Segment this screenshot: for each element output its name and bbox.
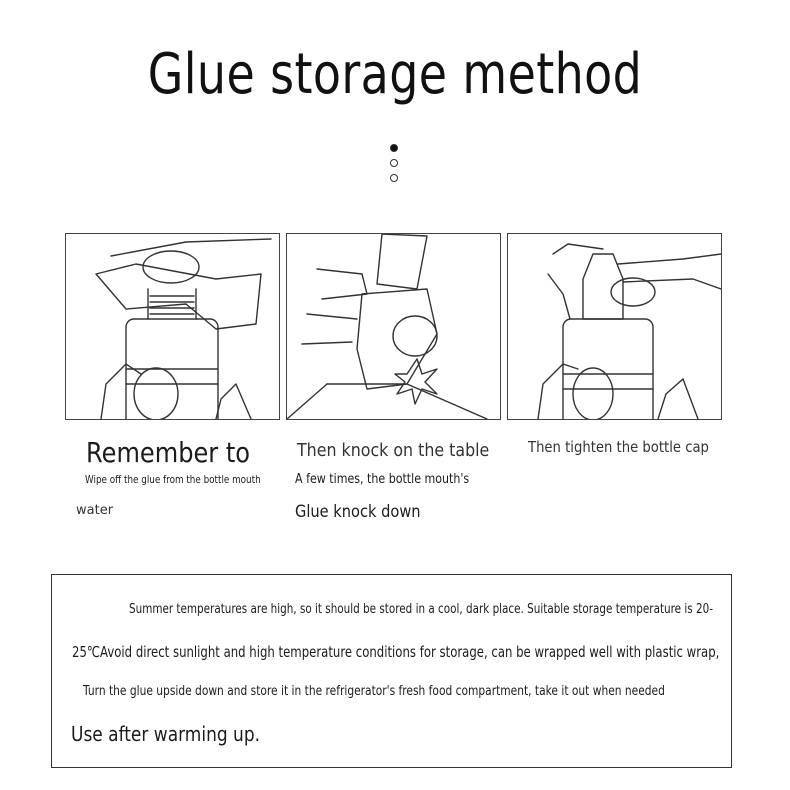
notice-line-1: Summer temperatures are high, so it should be stored in a cool, dark place. Suitable storage temperature is 20- — [129, 602, 713, 617]
notice-line-2: 25℃Avoid direct sunlight and high temperature conditions for storage, can be wrapped well with plastic wrap, — [72, 643, 720, 661]
page-title: Glue storage method — [147, 42, 643, 107]
step-2-extra: Glue knock down — [295, 502, 421, 522]
notice-line-3: Turn the glue upside down and store it in the refrigerator's fresh food compartment, take it out when needed — [83, 684, 665, 699]
carousel-dot-1[interactable] — [390, 144, 398, 152]
step-2-heading: Then knock on the table — [297, 440, 490, 461]
carousel-dot-2[interactable] — [390, 159, 398, 167]
step-1-subtext: Wipe off the glue from the bottle mouth — [85, 473, 261, 486]
carousel-dot-3[interactable] — [390, 174, 398, 182]
notice-line-4: Use after warming up. — [71, 722, 261, 746]
carousel-dots — [390, 144, 402, 189]
step-2-illustration — [286, 233, 501, 420]
storage-notice-box — [51, 574, 732, 768]
step-1-illustration — [65, 233, 280, 420]
step-2-subtext: A few times, the bottle mouth's — [295, 472, 470, 487]
step-3-illustration — [507, 233, 722, 420]
step-1-extra: water — [76, 503, 114, 518]
step-1-heading: Remember to — [86, 436, 251, 469]
step-3-heading: Then tighten the bottle cap — [528, 438, 709, 456]
